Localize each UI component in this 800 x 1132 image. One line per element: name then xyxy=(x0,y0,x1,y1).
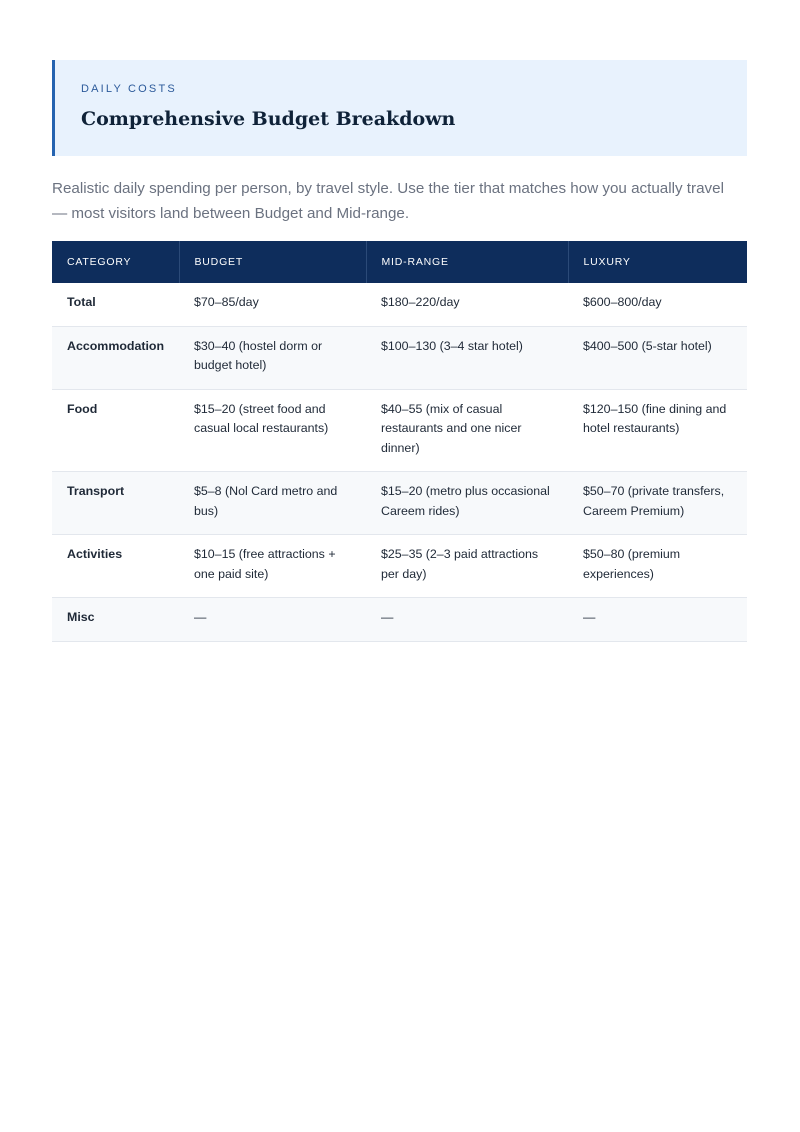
luxury-cell: $400–500 (5-star hotel) xyxy=(568,326,747,389)
mid-range-cell: — xyxy=(366,598,568,642)
column-header-mid-range: MID-RANGE xyxy=(366,241,568,283)
budget-cell: — xyxy=(179,598,366,642)
luxury-cell: $50–70 (private transfers, Careem Premium) xyxy=(568,472,747,535)
column-header-category: CATEGORY xyxy=(52,241,179,283)
row-category: Accommodation xyxy=(52,326,179,389)
mid-range-cell: $40–55 (mix of casual restaurants and one nicer dinner) xyxy=(366,389,568,472)
budget-cell: $70–85/day xyxy=(179,283,366,326)
luxury-cell: $120–150 (fine dining and hotel restaurants) xyxy=(568,389,747,472)
row-category: Activities xyxy=(52,535,179,598)
budget-table xyxy=(52,241,747,642)
luxury-cell: — xyxy=(568,598,747,642)
budget-cell: $15–20 (street food and casual local restaurants) xyxy=(179,389,366,472)
mid-range-cell: $100–130 (3–4 star hotel) xyxy=(366,326,568,389)
table-header xyxy=(52,241,747,283)
row-category: Misc xyxy=(52,598,179,642)
table-row xyxy=(52,326,747,389)
mid-range-cell: $180–220/day xyxy=(366,283,568,326)
row-category: Food xyxy=(52,389,179,472)
table-body xyxy=(52,283,747,641)
table-row xyxy=(52,535,747,598)
table-row xyxy=(52,389,747,472)
page-title: Comprehensive Budget Breakdown xyxy=(81,108,456,130)
table-row xyxy=(52,598,747,642)
luxury-cell: $50–80 (premium experiences) xyxy=(568,535,747,598)
budget-cell: $30–40 (hostel dorm or budget hotel) xyxy=(179,326,366,389)
row-category: Transport xyxy=(52,472,179,535)
column-header-luxury: LUXURY xyxy=(568,241,747,283)
budget-cell: $10–15 (free attractions + one paid site) xyxy=(179,535,366,598)
budget-cell: $5–8 (Nol Card metro and bus) xyxy=(179,472,366,535)
mid-range-cell: $15–20 (metro plus occasional Careem rides) xyxy=(366,472,568,535)
mid-range-cell: $25–35 (2–3 paid attractions per day) xyxy=(366,535,568,598)
table-row xyxy=(52,283,747,326)
luxury-cell: $600–800/day xyxy=(568,283,747,326)
table-row xyxy=(52,472,747,535)
table-header-row xyxy=(52,241,747,283)
intro-paragraph: Realistic daily spending per person, by travel style. Use the tier that matches how you actually travel — most visitors land between Budget and Mid-range. xyxy=(52,180,724,222)
row-category: Total xyxy=(52,283,179,326)
section-header xyxy=(52,60,747,156)
column-header-budget: BUDGET xyxy=(179,241,366,283)
section-eyebrow: DAILY COSTS xyxy=(81,83,177,95)
